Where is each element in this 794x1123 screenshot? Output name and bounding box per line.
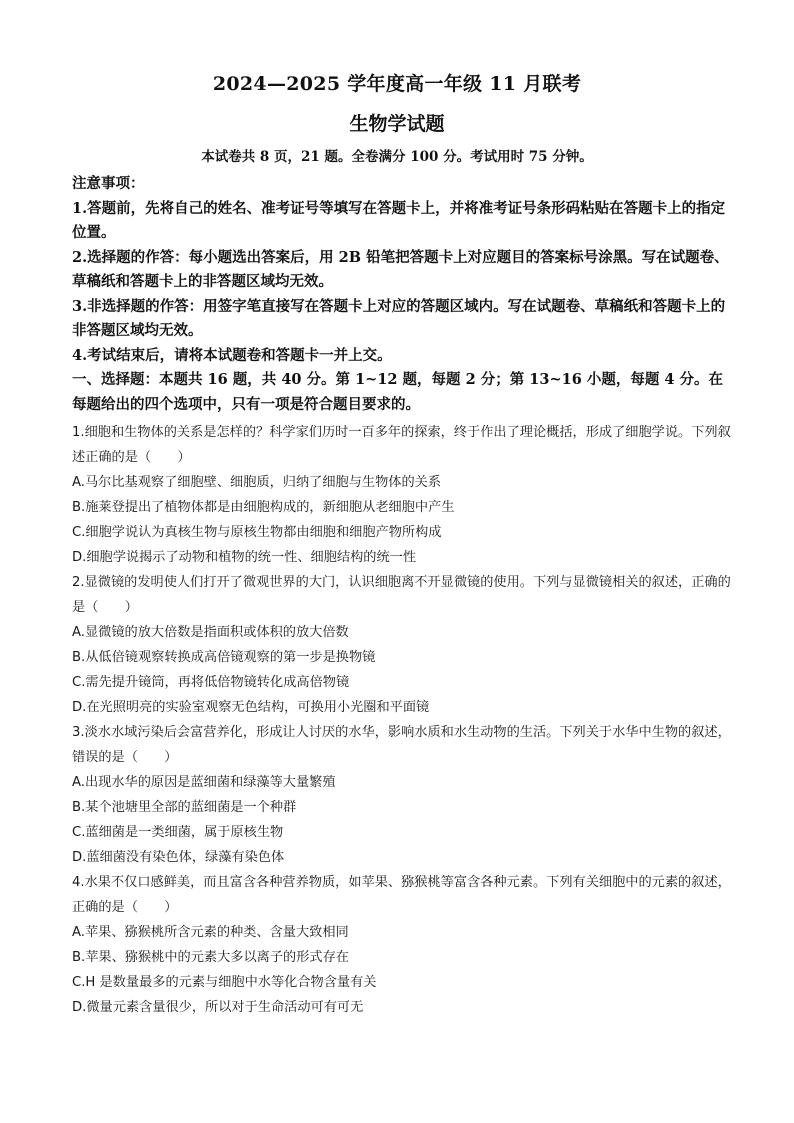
question-stem: 1.细胞和生物体的关系是怎样的？科学家们历时一百多年的探索，终于作出了理论概括，形成了细胞学说。下列叙述正确的是（ ） (72, 425, 731, 465)
question-3 (72, 720, 732, 870)
option-b: B.某个池塘里全部的蓝细菌是一个种群 (72, 800, 297, 815)
option-b: B.苹果、猕猴桃中的元素大多以离子的形式存在 (72, 950, 349, 965)
exam-title: 2024—2025 学年度高一年级 11 月联考 (212, 73, 582, 95)
option-c: C.蓝细菌是一类细菌，属于原核生物 (72, 825, 284, 840)
option-a: A.苹果、猕猴桃所含元素的种类、含量大致相同 (72, 925, 349, 940)
option-c: C.需先提升镜筒，再将低倍物镜转化成高倍物镜 (72, 675, 350, 690)
section-heading: 一、选择题：本题共 16 题，共 40 分。第 1~12 题，每题 2 分；第 13~16 小题，每题 4 分。在每题给出的四个选项中，只有一项是符合题目要求的。 (72, 371, 724, 413)
question-stem: 3.淡水水域污染后会富营养化，形成让人讨厌的水华，影响水质和水生动物的生活。下列关于水华中生物的叙述，错误的是（ ） (72, 725, 731, 765)
notice-heading: 注意事项： (72, 175, 145, 192)
option-a: A.出现水华的原因是蓝细菌和绿藻等大量繁殖 (72, 775, 336, 790)
question-stem: 4.水果不仅口感鲜美，而且富含各种营养物质，如苹果、猕猴桃等富含各种元素。下列有关细胞中的元素的叙述，正确的是（ ） (72, 875, 731, 915)
option-c: C.H 是数量最多的元素与细胞中水等化合物含量有关 (72, 975, 377, 990)
exam-subtitle: 生物学试题 (349, 113, 445, 135)
option-d: D.在光照明亮的实验室观察无色结构，可换用小光圈和平面镜 (72, 700, 430, 715)
option-b: B.从低倍镜观察转换成高倍镜观察的第一步是换物镜 (72, 650, 376, 665)
question-2 (72, 570, 732, 720)
option-a: A.马尔比基观察了细胞壁、细胞质，归纳了细胞与生物体的关系 (72, 475, 442, 490)
option-c: C.细胞学说认为真核生物与原核生物都由细胞和细胞产物所构成 (72, 525, 442, 540)
exam-info: 本试卷共 8 页，21 题。全卷满分 100 分。考试用时 75 分钟。 (201, 149, 593, 165)
question-stem: 2.显微镜的发明使人们打开了微观世界的大门，认识细胞离不开显微镜的使用。下列与显微镜相关的叙述，正确的是（ ） (72, 575, 731, 615)
notice-item-4: 4.考试结束后，请将本试题卷和答题卡一并上交。 (72, 346, 392, 364)
question-1 (72, 420, 732, 570)
question-list (72, 420, 732, 1020)
option-d: D.细胞学说揭示了动物和植物的统一性、细胞结构的统一性 (72, 550, 417, 565)
notice-item-2: 2.选择题的作答：每小题选出答案后，用 2B 铅笔把答题卡上对应题目的答案标号涂黑。写在试题卷、草稿纸和答题卡上的非答题区域均无效。 (72, 248, 729, 290)
notice-item-1: 1.答题前，先将自己的姓名、准考证号等填写在答题卡上，并将准考证号条形码粘贴在答题卡上的指定位置。 (72, 199, 726, 241)
notice-block (72, 172, 732, 417)
option-a: A.显微镜的放大倍数是指面积或体积的放大倍数 (72, 625, 349, 640)
option-d: D.微量元素含量很少，所以对于生命活动可有可无 (72, 1000, 364, 1015)
notice-item-3: 3.非选择题的作答：用签字笔直接写在答题卡上对应的答题区域内。写在试题卷、草稿纸和答题卡上的非答题区域均无效。 (72, 297, 726, 339)
question-4 (72, 870, 732, 1020)
option-d: D.蓝细菌没有染色体，绿藻有染色体 (72, 850, 285, 865)
option-b: B.施莱登提出了植物体都是由细胞构成的，新细胞从老细胞中产生 (72, 500, 455, 515)
